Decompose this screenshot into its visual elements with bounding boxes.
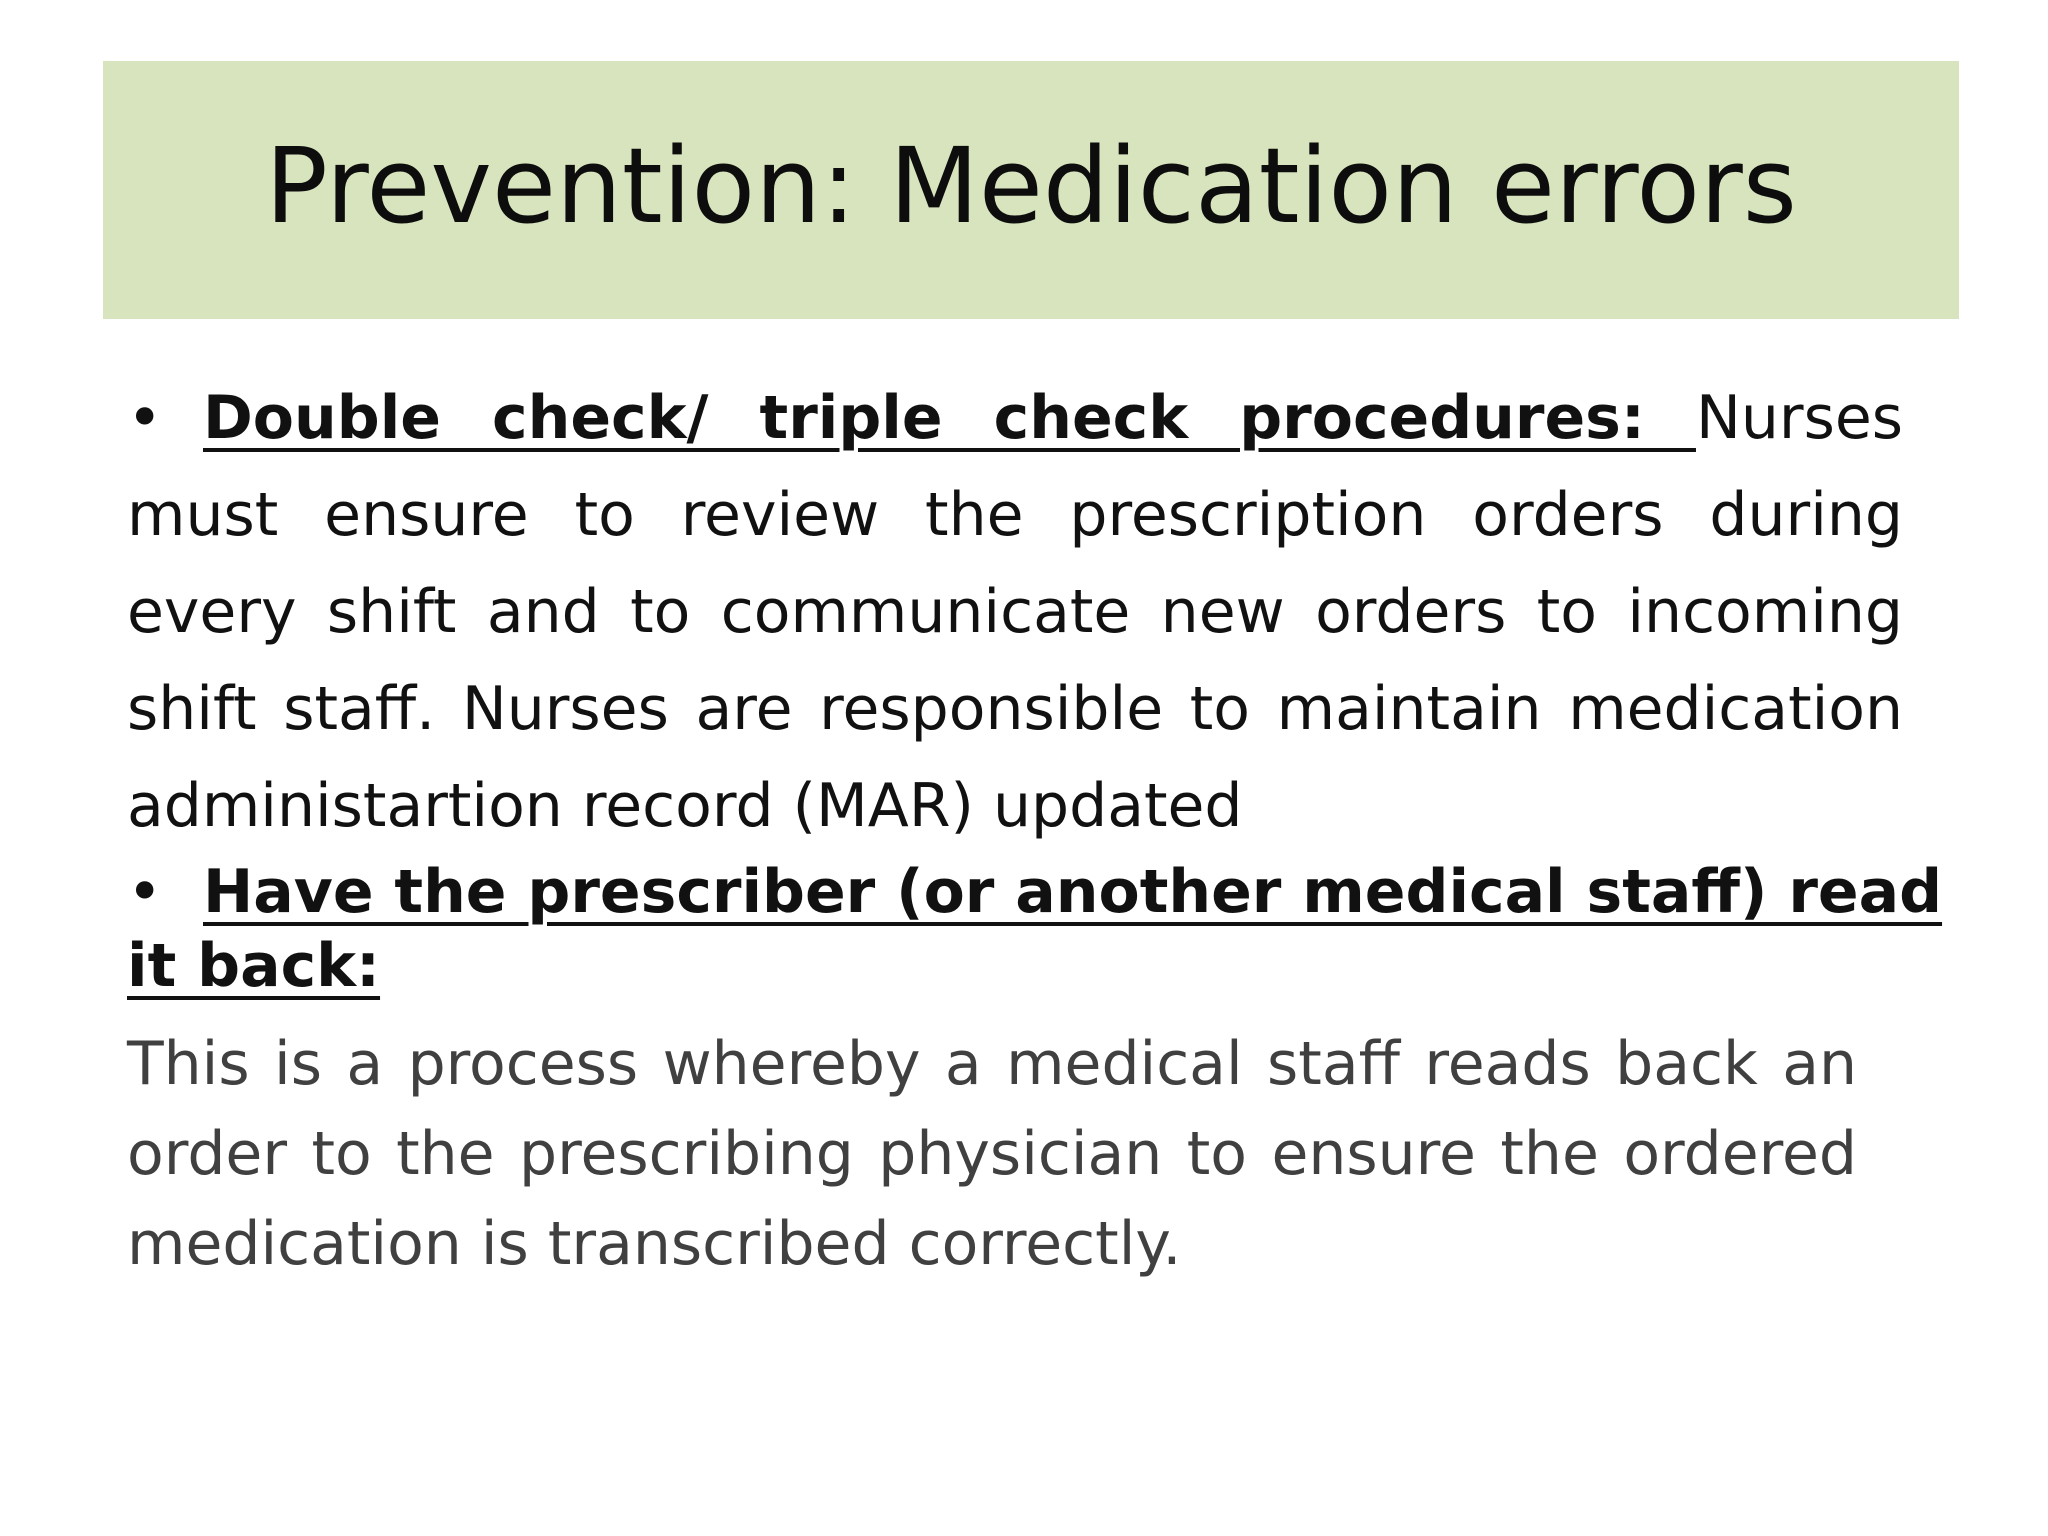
- bullet-body: This is a process whereby a medical staff reads back an order to the prescribing physician to ensure the ordered medication is transcribed correctly.: [127, 1029, 1857, 1279]
- title-band: [103, 61, 1959, 319]
- bullet-heading: Double check/ triple check procedures:: [203, 383, 1696, 453]
- bullet-heading: Have the prescriber (or another medical staff) read it back:: [127, 857, 1943, 1001]
- bullet-marker: •: [127, 383, 163, 453]
- slide-title: Prevention: Medication errors: [265, 125, 1797, 247]
- slide-content: [127, 370, 1943, 1289]
- bullet-marker: •: [127, 857, 163, 927]
- bullet-item: [127, 855, 1947, 1003]
- bullet-body: Nurses must ensure to review the prescription orders during every shift and to communicate new orders to incoming shift staff. Nurses are responsible to maintain medication administartion record (MAR) updated: [127, 383, 1903, 841]
- bullet-item: [127, 370, 1903, 855]
